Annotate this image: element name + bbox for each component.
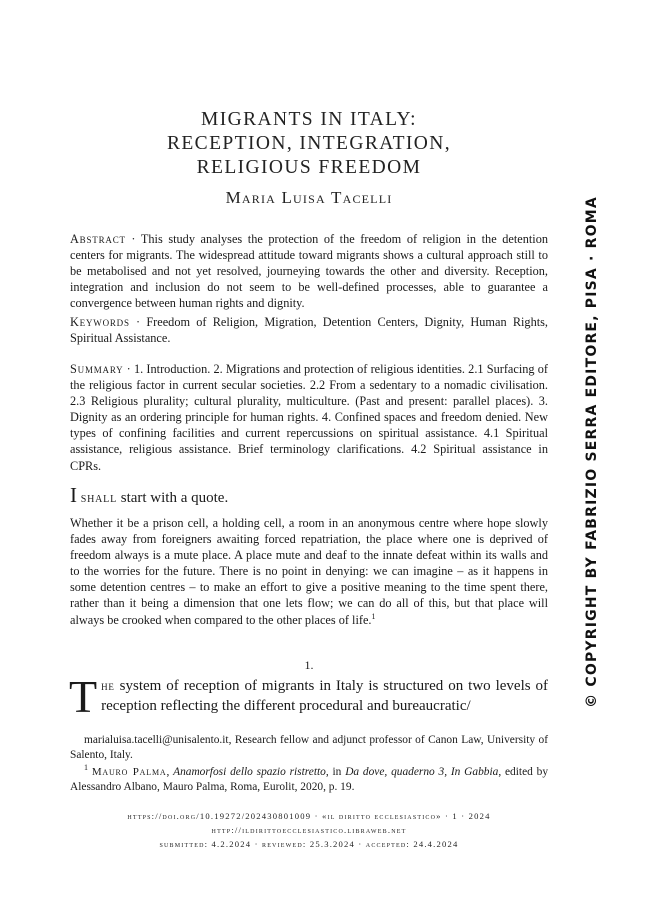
summary-text: 1. Introduction. 2. Migrations and protection of religious identities. 2.1 Surfacing of the religious factor in current secular societies. 2.2 From a sedentary to a nomadic civilisation. 2.3 Religious plurality; cultural plurality, multiculture. (Past and present: parallel places). 3. Dignity as an ordering principle for human rights. 4. Confined spaces and freedom denied. New types of confining facilities and current repercussions on spiritual assistance. 4.1 Spiritual assistance, religious assistance. Brief terminology clarifications. 4.2 Spiritual assistance in CPRs.	[70, 362, 549, 473]
affiliation-footnote: marialuisa.tacelli@unisalento.it, Research fellow and adjunct professor of Canon Law, University of Salento, Italy.	[70, 734, 548, 761]
title-line-2: RECEPTION, INTEGRATION,	[166, 133, 452, 154]
drop-cap: T	[69, 671, 98, 722]
article-title	[70, 108, 548, 180]
keywords-text: Freedom of Religion, Migration, Detention Centers, Dignity, Human Rights, Spiritual Assistance.	[70, 315, 549, 346]
opener-smallcaps: shall	[80, 491, 117, 506]
footnote-1-author: Mauro Palma	[91, 766, 167, 778]
section-number: 1.	[304, 658, 314, 672]
footnote-1-mark: 1	[84, 763, 88, 773]
opener-initial: I	[70, 483, 77, 507]
footnote-1-title: Anamorfosi dello spazio ristretto	[173, 766, 326, 778]
summary-label: Summary	[70, 362, 124, 376]
footnote-1-in: , in	[325, 766, 346, 778]
section-smallcaps: he	[101, 678, 115, 693]
keywords-separator: ·	[136, 315, 141, 329]
quote-text: Whether it be a prison cell, a holding cell, a room in an anonymous centre where hope slowly fades away from foreigners awaiting forced repatriation, the place where one is deprived of freedom always is a mute place. A place mute and deaf to the innate defeat within its walls and to the worries for the future. There is no point in denying: we can imagine – as it happens in some detention centres – to make an effort to give a positive meaning to the time spent there, rather than it being a dimension that one lets flow; we can do all of this, but that place will always be crooked when compared to the other places of life.	[70, 516, 548, 627]
keywords-block	[70, 314, 548, 346]
opening-sentence	[70, 483, 228, 508]
opener-rest: start with a quote.	[120, 490, 229, 506]
abstract-label: Abstract	[70, 232, 126, 246]
section-paragraph	[69, 671, 549, 722]
title-line-1: MIGRANTS IN ITALY:	[201, 109, 417, 130]
quote-paragraph	[70, 515, 548, 628]
footnote-1: $^1$ Mauro Palma, Anamorfosi dello spazio ristretto, in Da dove, quaderno 3, In Gabbia, edited by Alessandro Albano, Mauro Palma, Roma, Eurolit, 2020, p. 19.	[70, 763, 549, 793]
abstract-separator: ·	[131, 232, 136, 246]
footnote-1-rest: , edited by Alessandro Albano, Mauro Palma, Roma, Eurolit, 2020, p. 19.	[70, 766, 549, 793]
article-author: Maria Luisa Tacelli	[225, 188, 393, 207]
footnote-1-source: Da dove, quaderno 3, In Gabbia	[345, 766, 499, 778]
footnote-ref-1[interactable]: 1	[371, 611, 376, 621]
summary-block	[70, 361, 548, 474]
section-text: system of reception of migrants in Italy is structured on two levels of reception reflecting the different procedural and bureaucratic/	[101, 678, 549, 714]
title-line-3: RELIGIOUS FREEDOM	[196, 157, 422, 178]
summary-separator: ·	[126, 362, 131, 376]
journal-url[interactable]: http://ildirittoecclesiastico.libraweb.net	[211, 825, 407, 835]
abstract-text: This study analyses the protection of the freedom of religion in the detention centers for migrants. The widespread attitude toward migrants shows a cultural approach still to be metabolised and not yet resolved, journeying towards the other and diversity. Reception, integration and inclusion do not seem to be well-defined processes, able to guarantee a convergence between human rights and dignity.	[70, 232, 549, 311]
copyright-notice: © COPYRIGHT BY FABRIZIO SERRA EDITORE, PISA · ROMA	[584, 196, 600, 708]
abstract-block	[70, 231, 548, 311]
submission-dates: submitted: 4.2.2024 · reviewed: 25.3.2024 · accepted: 24.4.2024	[159, 839, 459, 849]
doi-line[interactable]: https://doi.org/10.19272/202430801009 · «il diritto ecclesiastico» · 1 · 2024	[127, 811, 491, 821]
keywords-label: Keywords	[70, 315, 130, 329]
side-copyright-band	[582, 196, 602, 708]
